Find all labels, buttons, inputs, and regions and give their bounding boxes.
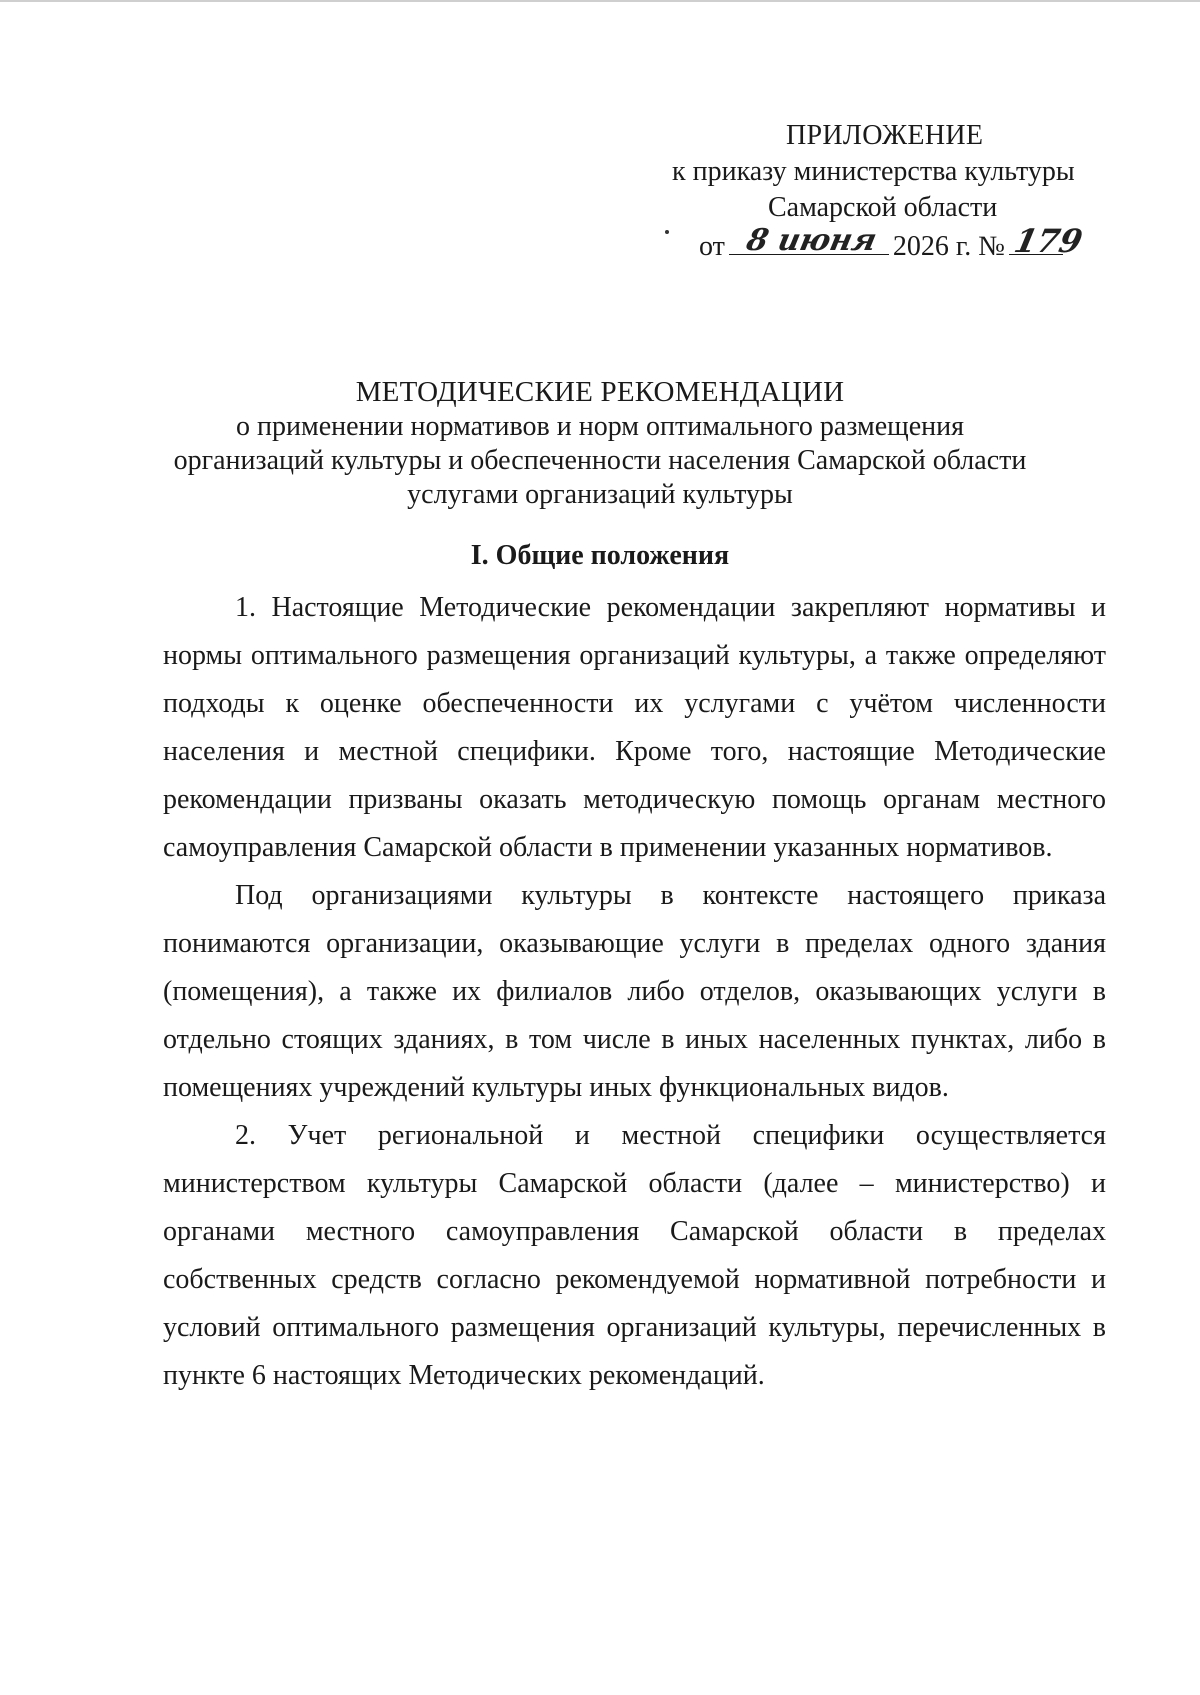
date-blank: [729, 223, 889, 258]
page-top-edge: [0, 0, 1200, 2]
handwritten-number: 179: [1010, 222, 1086, 260]
stray-dot: [665, 230, 669, 234]
subtitle-line: услугами организаций культуры: [407, 479, 793, 510]
appendix-block: [640, 118, 1100, 265]
number-blank: [1009, 222, 1086, 260]
paragraph: 1. Настоящие Методические рекомендации закрепляют нормативы и нормы оптимального размещения организаций культуры, а также определяют подходы к оценке обеспеченности их услугами с учётом численности населения и местной специфики. Кроме того, настоящие Методические рекомендации призваны оказать методическую помощь органам местного самоуправления Самарской области в применении указанных нормативов.: [163, 592, 1106, 863]
document-title: МЕТОДИЧЕСКИЕ РЕКОМЕНДАЦИИ: [355, 376, 845, 408]
appendix-date-line: [640, 222, 1100, 265]
subtitle-line: организаций культуры и обеспеченности населения Самарской области: [173, 445, 1027, 476]
date-prefix: от: [699, 231, 725, 262]
appendix-order-line: к приказу министерства культуры: [672, 156, 1075, 187]
date-year: 2026 г. №: [892, 231, 1005, 262]
paragraph: Под организациями культуры в контексте настоящего приказа понимаются организации, оказывающие услуги в пределах одного здания (помещения), а также их филиалов либо отделов, оказывающих услуги в отдельно стоящих зданиях, в том числе в иных населенных пунктах, либо в помещениях учреждений культуры иных функциональных видов.: [163, 880, 1106, 1103]
handwritten-date: 8 июня: [743, 223, 880, 258]
paragraph: 2. Учет региональной и местной специфики осуществляется министерством культуры Самарской области (далее – министерство) и органами местного самоуправления Самарской области в пределах собственных средств согласно рекомендуемой нормативной потребности и условий оптимального размещения организаций культуры, перечисленных в пункте 6 настоящих Методических рекомендаций.: [163, 1120, 1106, 1391]
subtitle-line: о применении нормативов и норм оптимального размещения: [236, 411, 964, 442]
appendix-region-line: Самарской области: [768, 192, 998, 223]
document-title-block: [100, 375, 1100, 512]
appendix-title: ПРИЛОЖЕНИЕ: [786, 120, 984, 151]
section-heading: I. Общие положения: [470, 540, 730, 571]
section-body: [163, 584, 1106, 1400]
